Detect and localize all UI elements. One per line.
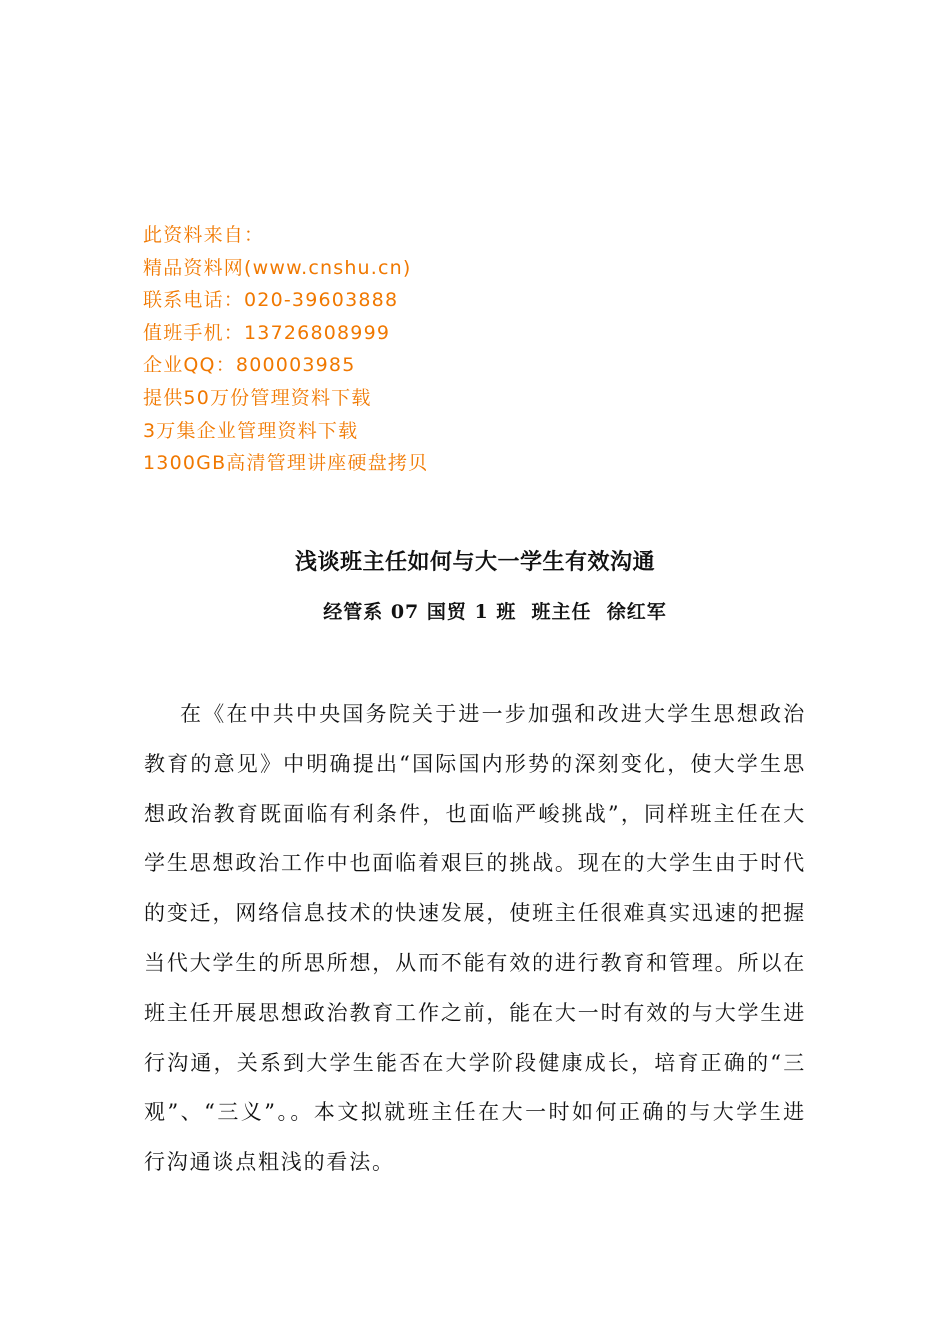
duty-mobile: 值班手机：13726808999	[143, 321, 391, 344]
article-author-line: 经管系 07 国贸 1 班 班主任 徐红军	[323, 601, 667, 623]
contact-phone: 联系电话：020-39603888	[143, 289, 399, 312]
promo-line-videos: 3万集企业管理资料下载	[143, 419, 359, 442]
article-title: 浅谈班主任如何与大一学生有效沟通	[294, 549, 655, 575]
source-website-link[interactable]: 精品资料网(www.cnshu.cn)	[143, 256, 412, 279]
company-qq: 企业QQ：800003985	[143, 354, 356, 377]
source-info-block	[143, 219, 663, 480]
source-intro: 此资料来自：	[143, 224, 265, 246]
promo-line-harddisk: 1300GB高清管理讲座硬盘拷贝	[143, 452, 429, 475]
article-paragraph: 在《在中共中央国务院关于进一步加强和改进大学生思想政治教育的意见》中明确提出“国际国内形势的深刻变化，使大学生思想政治教育既面临有利条件，也面临严峻挑战”，同样班主任在大学生思想政治工作中也面临着艰巨的挑战。现在的大学生由于时代的变迁，网络信息技术的快速发展，使班主任很难真实迅速的把握当代大学生的所思所想，从而不能有效的进行教育和管理。所以在班主任开展思想政治教育工作之前，能在大一时有效的与大学生进行沟通，关系到大学生能否在大学阶段健康成长，培育正确的“三观”、“三义”。。本文拟就班主任在大一时如何正确的与大学生进行沟通谈点粗浅的看法。	[144, 702, 806, 1175]
promo-line-download: 提供50万份管理资料下载	[143, 386, 372, 409]
